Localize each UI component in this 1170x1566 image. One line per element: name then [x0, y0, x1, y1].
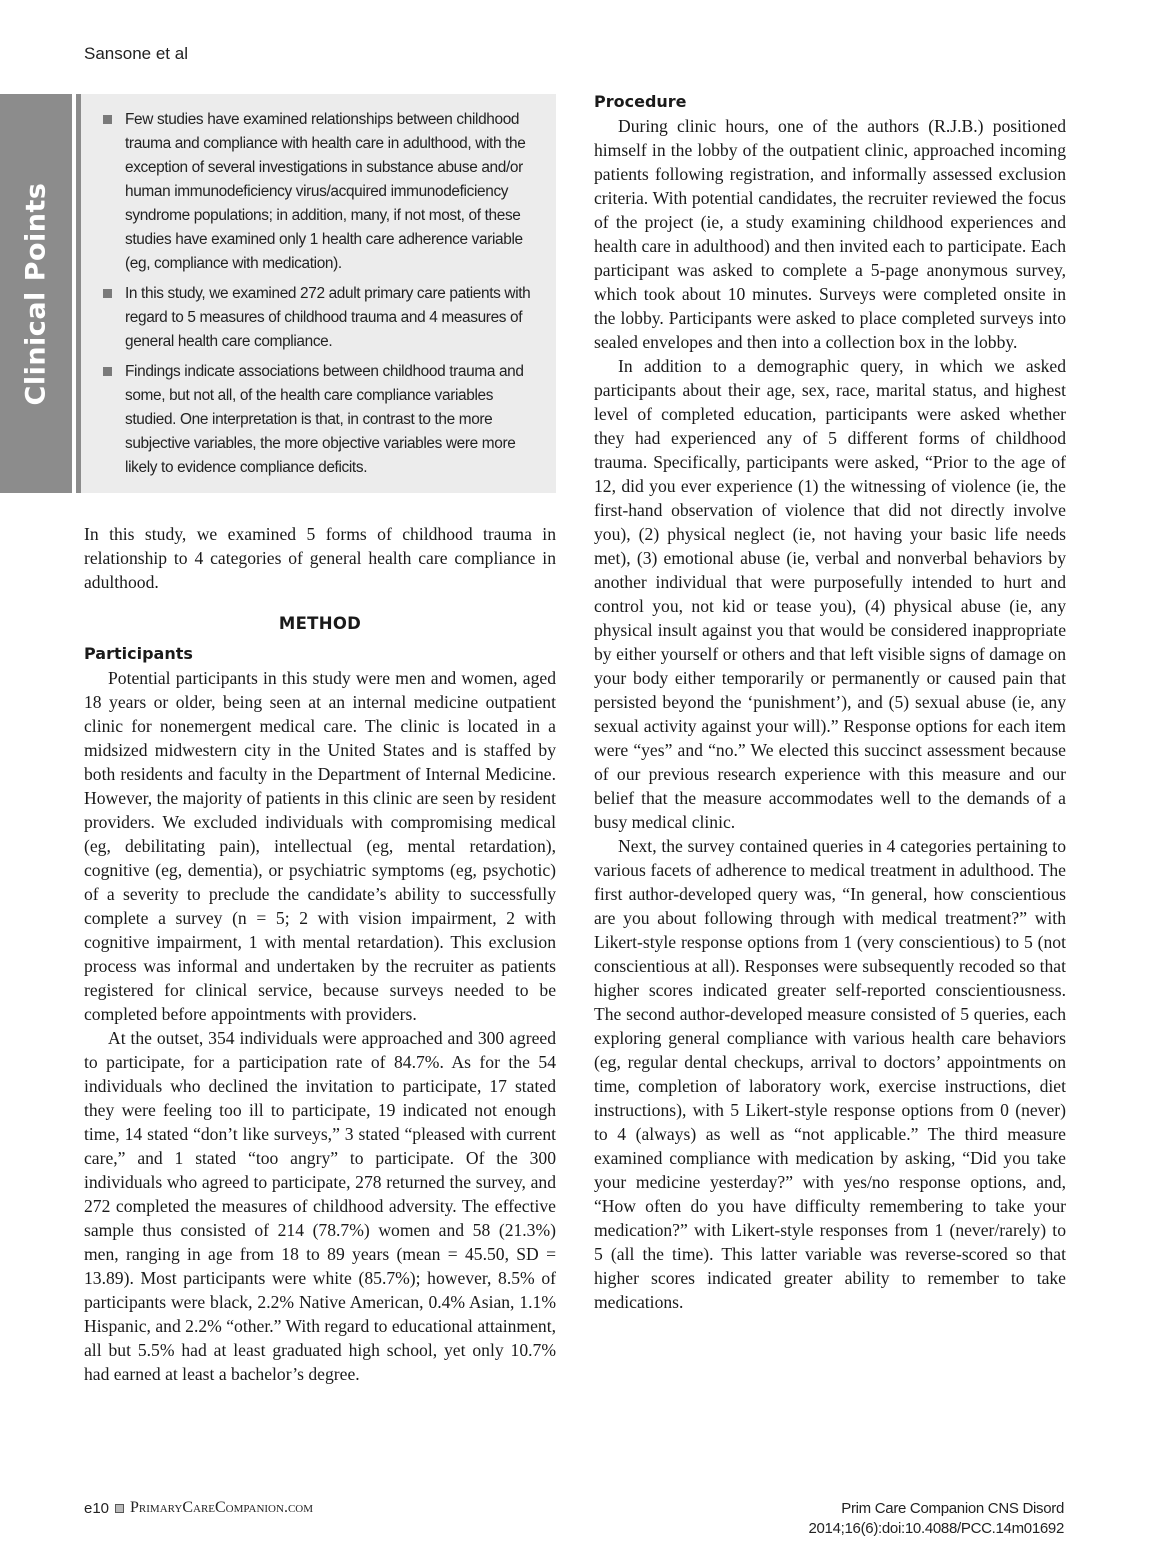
square-bullet-icon	[103, 289, 112, 298]
body-paragraph: In addition to a demographic query, in which we asked participants about their age, sex, race, marital status, and highest level of completed education, participants were asked whether they had experienced any of 5 different forms of childhood trauma. Specifically, participants were asked, “Prior to the age of 12, did you ever experience (1) the witnessing of violence (ie, the first-hand observation of violence that did not directly involve you), (2) physical neglect (ie, not having your basic life needs met), (3) emotional abuse (ie, verbal and nonverbal behaviors by another individual that were purposefully intended to hurt and control you, not kid or tease you), (4) physical abuse (ie, any physical insult against you that would be considered inappropriate by either yourself or others and that left visible signs of damage on your body either temporarily or permanently or caused pain that persisted beyond the ‘punishment’), and (5) sexual abuse (ie, any sexual activity against your will).” Response options for each item were “yes” and “no.” We elected this succinct assessment because of our previous research experience with this measure and our belief that the measure accommodates well to the demands of a busy medical clinic.	[594, 356, 1066, 832]
clinical-point	[125, 360, 538, 480]
right-column	[594, 90, 1066, 1314]
clinical-points-tab	[0, 94, 72, 493]
clinical-point-text: Few studies have examined relationships between childhood trauma and compliance with health care in adulthood, with the exception of several investigations in substance abuse and/or human immunodeficiency virus/acquired immunodeficiency syndrome populations; in addition, many, if not most, of these studies have examined only 1 health care adherence variable (eg, compliance with medication).	[125, 111, 526, 272]
body-paragraph: Potential participants in this study were men and women, aged 18 years or older, being seen at an internal medicine outpatient clinic for nonemergent medical care. The clinic is located in a midsized midwestern city in the United States and is staffed by both residents and faculty in the Department of Internal Medicine. However, the majority of patients in this clinic are seen by resident providers. We excluded individuals with compromising medical (eg, debilitating pain), intellectual (eg, mental retardation), cognitive (eg, dementia), or psychiatric symptoms (eg, psychotic) of a severity to preclude the candidate’s ability to successfully complete a survey (n = 5; 2 with vision impairment, 2 with cognitive impairment, 1 with mental retardation). This exclusion process was informal and undertaken by the recruiter as patients registered for clinical service, because surveys needed to be completed before appointments with providers.	[84, 668, 556, 1024]
body-paragraph: During clinic hours, one of the authors (R.J.B.) positioned himself in the lobby of the outpatient clinic, approached incoming patients following registration, and informally assessed exclusion criteria. With potential candidates, the recruiter reviewed the focus of the project (ie, a study examining childhood experiences and health care in adulthood) and then invited each to participate. Each participant was asked to complete a 5-page anonymous survey, which took about 10 minutes. Surveys were completed onsite in the lobby. Participants were asked to place completed surveys into sealed envelopes and then into a collection box in the lobby.	[594, 116, 1066, 352]
citation-doi: 2014;16(6):doi:10.4088/PCC.14m01692	[808, 1520, 1064, 1537]
square-bullet-icon	[103, 367, 112, 376]
body-paragraph: Next, the survey contained queries in 4 categories pertaining to various facets of adherence to medical treatment in adulthood. The first author-developed query was, “In general, how conscientious are you about following through with medical treatment?” with Likert-style response options from 1 (very conscientious) to 5 (not conscientious at all). Responses were subsequently recoded so that higher scores indicated greater self-reported conscientiousness. The second author-developed measure consisted of 5 queries, each exploring general compliance with various health care behaviors (eg, regular dental checkups, arrival to doctors’ appointments on time, completion of laboratory work, exercise instructions, diet instructions), with 5 Likert-style response options from 0 (never) to 4 (always) as well as “not applicable.” The third measure examined compliance with medication by asking, “Did you take your medicine yesterday?” with yes/no response options, and, “How often do you have difficulty remembering to take your medication?” with Likert-style responses from 1 (never/rarely) to 5 (all the time). This latter variable was reverse-scored so that higher scores indicated greater ability to remember to take medications.	[594, 836, 1066, 1312]
square-bullet-icon	[103, 115, 112, 124]
journal-name: Prim Care Companion CNS Disord	[841, 1500, 1064, 1517]
clinical-point	[125, 108, 538, 276]
left-column	[84, 522, 556, 1386]
clinical-points-list	[81, 94, 556, 480]
clinical-point-text: Findings indicate associations between childhood trauma and some, but not all, of the health care compliance variables studied. One interpretation is that, in contrast to the more subjective variables, the more objective variables were more likely to evidence compliance deficits.	[125, 363, 524, 476]
footer-left	[84, 1499, 313, 1517]
section-heading-method: METHOD	[278, 614, 362, 633]
body-paragraph: At the outset, 354 individuals were approached and 300 agreed to participate, for a participation rate of 84.7%. As for the 54 individuals who declined the invitation to participate, 17 stated they were feeling too ill to participate, 19 indicated not enough time, 14 stated “don’t like surveys,” 3 stated “pleased with current care,” and 1 stated “too angry” to participate. Of the 300 individuals who agreed to participate, 278 returned the survey, and 272 completed the measures of childhood adversity. The effective sample thus consisted of 214 (78.7%) women and 58 (21.3%) men, ranging in age from 18 to 89 years (mean = 45.50, SD = 13.89). Most participants were white (85.7%); however, 8.5% of participants were black, 2.2% Native American, 0.4% Asian, 1.1% Hispanic, and 2.2% “other.” With regard to educational attainment, all but 5.5% had at least graduated high school, yet only 10.7% had earned at least a bachelor’s degree.	[84, 1028, 556, 1384]
journal-website: PrimaryCareCompanion.com	[130, 1499, 314, 1516]
clinical-point	[125, 282, 538, 354]
page-number: e10	[84, 1499, 110, 1517]
intro-paragraph: In this study, we examined 5 forms of childhood trauma in relationship to 4 categories of general health care compliance in adulthood.	[84, 524, 556, 592]
running-head: Sansone et al	[84, 44, 188, 63]
subheading-participants: Participants	[84, 644, 193, 663]
footer-right	[808, 1499, 1064, 1539]
clinical-point-text: In this study, we examined 272 adult primary care patients with regard to 5 measures of childhood trauma and 4 measures of general health care compliance.	[125, 285, 531, 350]
square-separator-icon	[115, 1504, 124, 1513]
clinical-points-box	[76, 94, 556, 493]
clinical-points-tab-label: Clinical Points	[20, 182, 52, 405]
subheading-procedure: Procedure	[594, 92, 687, 111]
